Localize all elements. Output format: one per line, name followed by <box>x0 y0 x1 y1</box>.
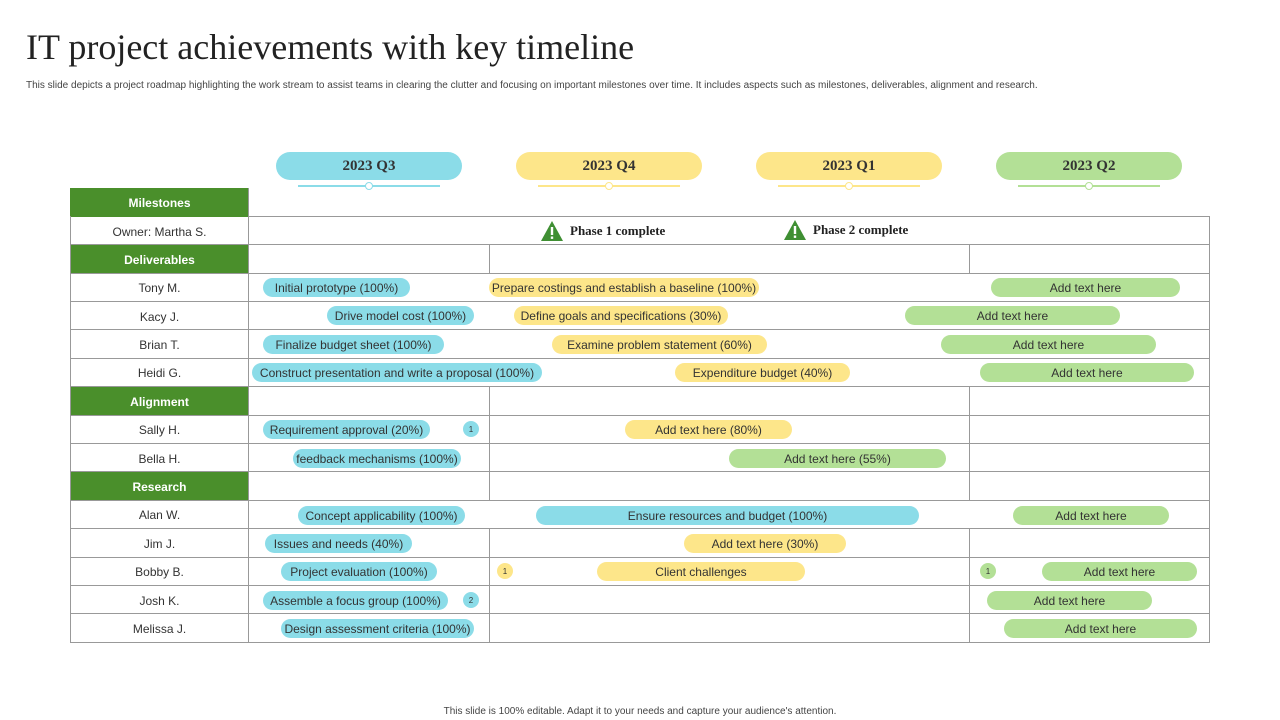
task-bar: Finalize budget sheet (100%) <box>263 335 444 354</box>
grid-line <box>70 415 1210 416</box>
person-heidi: Heidi G. <box>137 365 182 380</box>
task-bar: Project evaluation (100%) <box>281 562 437 581</box>
task-bar: Ensure resources and budget (100%) <box>536 506 919 525</box>
grid-line <box>70 244 1210 245</box>
count-badge: 1 <box>980 563 996 579</box>
grid-line <box>248 188 249 642</box>
grid-line <box>70 329 1210 330</box>
task-bar: Add text here <box>1004 619 1197 638</box>
count-badge: 2 <box>463 592 479 608</box>
quarter-q1: 2023 Q1 <box>756 152 942 180</box>
grid-line <box>70 386 1210 387</box>
task-bar: Drive model cost (100%) <box>327 306 474 325</box>
task-bar: Define goals and specifications (30%) <box>514 306 728 325</box>
person-bella: Bella H. <box>138 451 181 466</box>
task-bar: Add text here <box>1042 562 1197 581</box>
task-bar: Add text here <box>980 363 1194 382</box>
warning-icon <box>783 219 807 241</box>
task-bar: Construct presentation and write a proposal (100%) <box>252 363 542 382</box>
section-milestones: Milestones <box>70 188 249 217</box>
task-bar: Initial prototype (100%) <box>263 278 410 297</box>
section-deliverables: Deliverables <box>70 245 249 274</box>
quarter-q1-dot <box>845 182 853 190</box>
person-jim: Jim J. <box>143 536 176 551</box>
task-bar: Add text here <box>1013 506 1169 525</box>
task-bar: Add text here <box>987 591 1152 610</box>
grid-line <box>70 216 71 642</box>
person-brian: Brian T. <box>139 337 180 352</box>
page-title: IT project achievements with key timeline <box>26 27 635 67</box>
person-josh: Josh K. <box>139 593 180 608</box>
grid-line <box>70 273 1210 274</box>
quarter-q2-dot <box>1085 182 1093 190</box>
quarter-q3-dot <box>365 182 373 190</box>
grid-line <box>70 500 1210 501</box>
grid-line <box>489 245 490 273</box>
grid-line <box>489 387 490 500</box>
task-bar: Add text here <box>991 278 1180 297</box>
grid-line <box>969 529 970 642</box>
person-melissa: Melissa J. <box>132 621 187 636</box>
grid-line <box>969 245 970 273</box>
warning-icon <box>540 220 564 242</box>
count-badge: 1 <box>463 421 479 437</box>
person-sally: Sally H. <box>138 422 181 437</box>
person-alan: Alan W. <box>138 507 181 522</box>
task-bar: Assemble a focus group (100%) <box>263 591 448 610</box>
footer-note: This slide is 100% editable. Adapt it to your needs and capture your audience's attention. <box>443 706 837 717</box>
task-bar: Add text here <box>905 306 1120 325</box>
grid-line <box>70 528 1210 529</box>
grid-line <box>969 387 970 500</box>
task-bar: Requirement approval (20%) <box>263 420 430 439</box>
task-bar: Add text here (30%) <box>684 534 846 553</box>
task-bar: Add text here <box>941 335 1156 354</box>
grid-line <box>249 216 1210 217</box>
quarter-q4-dot <box>605 182 613 190</box>
quarter-q3: 2023 Q3 <box>276 152 462 180</box>
count-badge: 1 <box>497 563 513 579</box>
person-kacy: Kacy J. <box>139 309 180 324</box>
grid-line <box>70 301 1210 302</box>
task-bar: Concept applicability (100%) <box>298 506 465 525</box>
task-bar: Expenditure budget (40%) <box>675 363 850 382</box>
grid-line <box>70 557 1210 558</box>
grid-line <box>489 529 490 642</box>
person-tony: Tony M. <box>138 280 181 295</box>
phase-1-milestone <box>540 220 665 242</box>
phase-1-label: Phase 1 complete <box>570 223 666 238</box>
quarter-q2: 2023 Q2 <box>996 152 1182 180</box>
grid-line <box>70 642 1210 643</box>
grid-line <box>70 471 1210 472</box>
owner-label: Owner: Martha S. <box>112 224 207 239</box>
phase-2-label: Phase 2 complete <box>813 222 909 237</box>
task-bar: feedback mechanisms (100%) <box>293 449 461 468</box>
task-bar: Examine problem statement (60%) <box>552 335 767 354</box>
section-research: Research <box>70 472 249 501</box>
grid-line <box>70 585 1210 586</box>
phase-2-milestone <box>783 219 908 241</box>
task-bar: Add text here (80%) <box>625 420 792 439</box>
task-bar: Design assessment criteria (100%) <box>281 619 474 638</box>
person-bobby: Bobby B. <box>135 564 184 579</box>
section-alignment: Alignment <box>70 387 249 416</box>
grid-line <box>70 613 1210 614</box>
quarter-q4: 2023 Q4 <box>516 152 702 180</box>
task-bar: Prepare costings and establish a baseline (100%) <box>489 278 759 297</box>
grid-line <box>70 443 1210 444</box>
grid-line <box>1209 216 1210 642</box>
task-bar: Client challenges <box>597 562 805 581</box>
page-subtitle: This slide depicts a project roadmap highlighting the work stream to assist teams in clearing the clutter and focusing on important milestones over time. It includes aspects such as milestones, deliverables, alignment and research. <box>26 80 1038 91</box>
task-bar: Add text here (55%) <box>729 449 946 468</box>
task-bar: Issues and needs (40%) <box>265 534 412 553</box>
grid-line <box>70 358 1210 359</box>
